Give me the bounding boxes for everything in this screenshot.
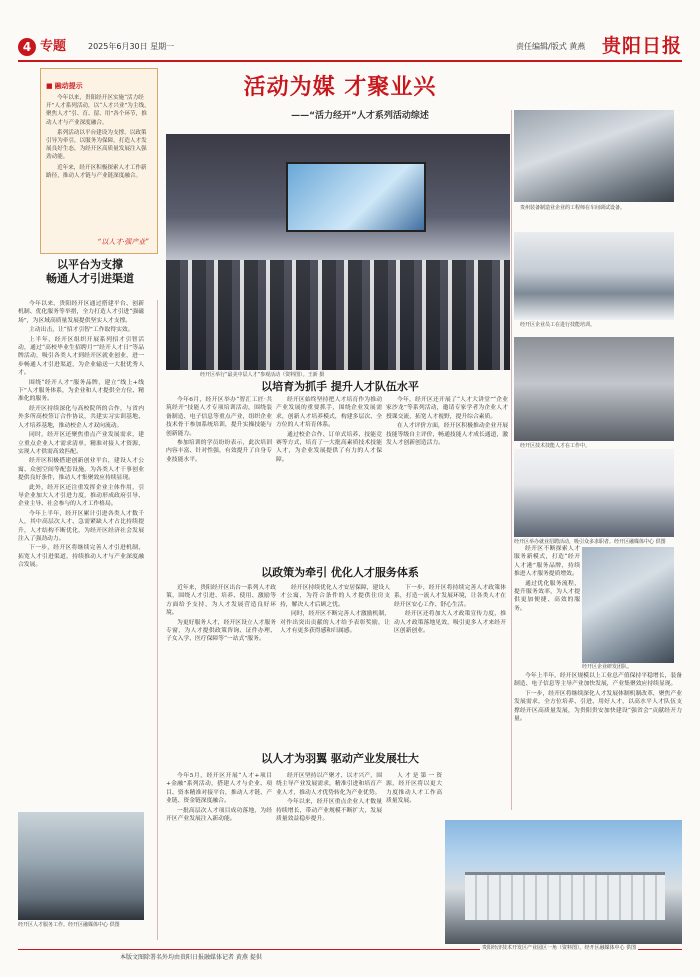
section-4-body-col1	[166, 772, 272, 944]
section-3-body-col1	[166, 584, 276, 744]
body-paragraph: 主动出击，让“招才引智”工作取得实效。	[29, 327, 134, 334]
section-3-body-col3	[394, 584, 506, 744]
editor-note-tag: ■ 融动提示	[46, 81, 83, 91]
editor-note-box	[40, 68, 158, 254]
section-2-body-col2	[276, 396, 382, 558]
main-photo	[166, 134, 510, 370]
right-photo-3-caption: 经开区技术技能人才在工作中。	[520, 443, 591, 449]
page-header	[18, 37, 682, 59]
column-divider	[157, 300, 158, 940]
section-4-body-col2	[276, 772, 382, 944]
right-photo-2	[514, 232, 674, 320]
section-1-heading-line2: 畅通人才引进渠道	[46, 272, 134, 285]
main-headline: 活动为媒 才聚业兴	[243, 75, 437, 100]
body-paragraph: 今年上半年，经开区累计引进各类人才数千人，其中高层次人才、急需紧缺人才占比持续提升，人才结构不断优化，为经开区经济社会发展注入了强劲动力。	[18, 510, 144, 542]
body-paragraph: 经开区还将加大人才政策宣传力度，推动人才政策落地见效，吸引更多人才来经开区创新创业。	[394, 611, 506, 635]
section-3-body-col4	[514, 545, 580, 665]
bottom-photo-caption: 贵阳经济技术开发区产业园区一角（资料图）。经开区融媒体中心 供图	[482, 945, 637, 951]
section-4-body-col4	[514, 672, 682, 816]
body-paragraph: 经开区积极搭建创新创业平台，建设人才公寓、众创空间等配套设施，为各类人才干事创业提供良好条件，推动人才集聚效应持续显现。	[18, 458, 144, 482]
page-number-badge: 4	[18, 38, 36, 56]
body-paragraph: 经开区持续深化与高校院所的合作，与省内外多所高校签订合作协议，共建实习实训基地、人才培养基地，推动校企人才双向流动。	[18, 405, 144, 429]
body-paragraph: 通过校企合作、订单式培养、技能竞赛等方式，培育了一大批高素质技术技能人才，为企业发展提供了有力的人才保障。	[276, 431, 382, 463]
body-paragraph: 今年5月，经开区开展“人才+项目+金融”系列活动，搭建人才与企业、项目、资本精准对接平台，推动人才链、产业链、资金链深度融合。	[166, 773, 272, 805]
body-paragraph: 一批高层次人才项目成功落地，为经开区产业发展注入新动能。	[166, 807, 272, 823]
editor-note-paragraph: 近年来，经开区积极探索人才工作新路径，推动人才链与产业链深度融合。	[46, 164, 147, 179]
right-photo-4-caption: 经开区举办就业招聘活动，吸引众多求职者。经开区融媒体中心 供图	[514, 539, 666, 545]
photo-building-detail	[465, 872, 665, 920]
section-1-heading-line1: 以平台为支撑	[57, 258, 123, 271]
body-paragraph: 此外，经开区还注重发挥企业主体作用，引导企业加大人才引进力度，推动形成政府引导、企业主导、社会参与的人才工作格局。	[18, 484, 144, 508]
photo-image	[582, 547, 674, 663]
section-3-heading: 以政策为牵引 优化人才服务体系	[261, 566, 419, 579]
editor-note-paragraph: 系列活动以平台建设为支撑，以政策引导为牵引，以服务为保障，打造人才发展良好生态，为经开区高质量发展注入强劲动能。	[46, 129, 147, 161]
editor-note-paragraph: 今年以来，贵阳经开区实施“活力经开”人才系列活动，以“人才兴业”为主线，聚焦人才“引、育、留、用”各个环节，推动人才与产业深度融合。	[46, 95, 150, 126]
body-paragraph: 经开区坚持以产聚才、以才兴产，围绕主导产业发展需求，精准引进和培育产业人才，推动人才优势转化为产业优势。	[276, 773, 382, 796]
body-paragraph: 经开区持续优化人才安居保障，建设人才公寓，为符合条件的人才提供住房支持，解决人才后顾之忧。	[280, 585, 390, 608]
section-4-body-col3	[386, 772, 442, 820]
body-paragraph: 下一步，经开区将继续深化人才发展体制机制改革，聚焦产业发展需求，全方位培养、引进、用好人才，以高水平人才队伍支撑经开区高质量发展，为贵阳贵安加快建设“强省会”贡献经开力量。	[514, 690, 682, 723]
right-photo-3	[514, 337, 674, 441]
right-photo-4	[514, 449, 674, 537]
section-2-body-col3	[386, 396, 508, 558]
editor-credit: 责任编辑/版式 黄燕	[516, 42, 586, 51]
body-paragraph: 同时，经开区还聚焦重点产业发展需求，建立重点企业人才需求清单，精准对接人才资源，实现人才供需高效匹配。	[18, 432, 144, 455]
right-photo-1-caption: 贵州装备制造业企业的工程师在车间调试设备。	[520, 205, 626, 211]
body-paragraph: 下一步，经开区将继续完善人才引进机制，拓宽人才引进渠道，持续推动人才与产业深度融合发展。	[18, 545, 144, 569]
body-paragraph: 人才是第一资源，经开区将以更大力度推动人才工作高质量发展。	[386, 773, 442, 805]
right-photo-2-caption: 经开区企业员工在进行技能培训。	[520, 322, 596, 328]
right-photo-5	[582, 547, 674, 663]
body-paragraph: 参加培训的学员纷纷表示，此次培训内容丰富、针对性强，有效提升了自身专业技能水平。	[166, 440, 272, 463]
section-4-heading: 以人才为羽翼 驱动产业发展壮大	[261, 752, 419, 765]
photo-image	[514, 337, 674, 441]
body-paragraph: 经开区不断探索人才服务新模式，打造“经开人才港”服务品牌，持续推进人才服务提质增效。	[514, 546, 580, 578]
body-paragraph: 通过优化服务流程，提升服务效率，为人才提供更加便捷、高效的服务。	[514, 580, 580, 612]
issue-date: 2025年6月30日 星期一	[88, 42, 175, 51]
right-photo-5-caption: 经开区企业研发团队。	[582, 664, 633, 670]
body-paragraph: 为更好服务人才，经开区设立人才服务专窗，为人才提供政策咨询、证件办理、子女入学、医疗保障等“一站式”服务。	[166, 619, 276, 643]
header-rule	[18, 60, 682, 62]
sub-headline: ——“活力经开”人才系列活动综述	[291, 111, 429, 121]
left-photo-caption: 经开区人才服务工作。经开区融媒体中心 供图	[18, 922, 120, 928]
section-label: 专题	[40, 39, 67, 54]
body-paragraph: 今年以来，经开区重点企业人才数量持续增长，带动产业规模不断扩大，发展质量效益稳步提升。	[276, 799, 382, 823]
left-photo	[18, 812, 144, 920]
section-1-heading	[40, 258, 140, 286]
photo-screen-detail	[286, 162, 426, 232]
section-2-body-col1	[166, 396, 272, 558]
photo-image	[514, 110, 674, 202]
body-paragraph: 今年，经开区还开展了“人才大讲堂”“企业家沙龙”等系列活动，邀请专家学者为企业人才授课交流，拓宽人才视野，提升综合素质。	[386, 397, 508, 420]
section-3-body-col2	[280, 584, 390, 744]
main-photo-caption: 经开区举行“最美中层人才”参观活动（资料图）。王新 摄	[200, 372, 325, 378]
body-paragraph: 今年以来，贵阳经开区通过搭建平台、创新机制、优化服务等举措，全力打造人才引进“强磁场”，为区域高质量发展提供坚实人才支撑。	[18, 301, 144, 324]
footer-credit: 本版文图除署名外均由贵阳日报融媒体记者 黄燕 提供	[120, 954, 262, 961]
body-paragraph: 下一步，经开区将持续完善人才政策体系，打造一流人才发展环境，让各类人才在经开区安心工作、舒心生活。	[394, 585, 506, 608]
photo-image	[514, 449, 674, 537]
body-paragraph: 今年上半年，经开区规模以上工业总产值保持平稳增长，装备制造、电子信息等主导产业加快发展，产业集聚效应持续显现。	[514, 673, 682, 688]
newspaper-logo: 贵阳日报	[601, 35, 682, 57]
bottom-photo	[445, 820, 682, 944]
photo-image	[18, 812, 144, 920]
column-divider	[511, 110, 512, 810]
right-photo-1	[514, 110, 674, 202]
photo-image	[514, 232, 674, 320]
body-paragraph: 在人才评价方面，经开区积极推动企业开展技能等级自主评价，畅通技能人才成长通道，激发人才创新创造活力。	[386, 423, 508, 447]
body-paragraph: 今年6月，经开区举办“智汇工匠·共筑经开”技能人才专项培训活动，围绕装备制造、电子信息等重点产业，组织企业技术骨干参加系统培训，提升实操技能与创新能力。	[166, 397, 272, 437]
body-paragraph: 经开区始终坚持把人才培育作为推动产业发展的重要抓手，围绕企业发展需求，创新人才培养模式，构建多层次、全方位的人才培育体系。	[276, 397, 382, 429]
body-paragraph: 围绕“经开人才”服务品牌，建立“线上+线下”人才服务体系，为企业和人才提供全方位、精准化的服务。	[18, 379, 144, 403]
body-paragraph: 同时，经开区不断完善人才激励机制，对作出突出贡献的人才给予表彰奖励，让人才有更多获得感和归属感。	[280, 611, 390, 635]
body-paragraph: 上半年，经开区组织开展系列招才引智活动，通过“高校毕业生招聘月”“经开人才日”等品牌活动，吸引各类人才到经开区就业创业，进一步畅通人才引进渠道，为企业输送一大批优秀人才。	[18, 336, 144, 377]
section-2-heading: 以培育为抓手 提升人才队伍水平	[261, 380, 419, 393]
editor-note-signature: “以人才·强产业”	[97, 238, 149, 246]
section-1-body	[18, 300, 144, 806]
photo-crowd-detail	[166, 260, 510, 370]
body-paragraph: 近年来，贵阳经开区出台一系列人才政策，围绕人才引进、培养、使用、激励等方面给予支持，为人才发展营造良好环境。	[166, 585, 276, 617]
